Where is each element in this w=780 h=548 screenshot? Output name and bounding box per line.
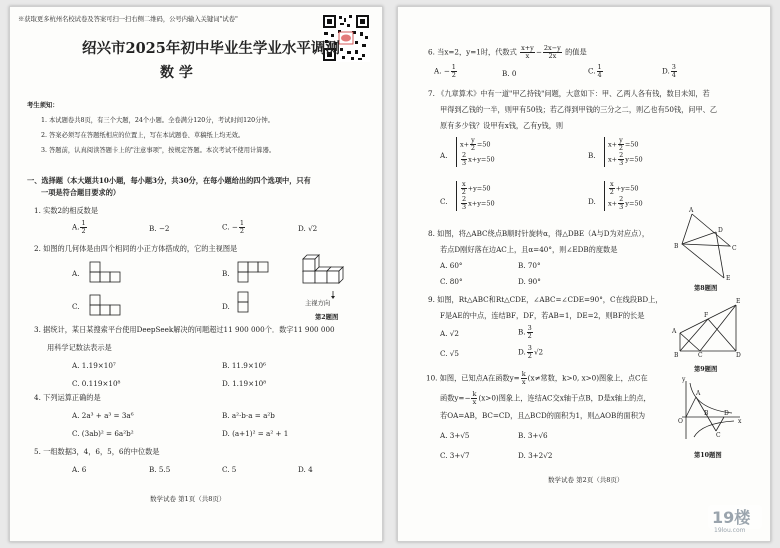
- q2-view-caption: 主视方向: [305, 300, 331, 307]
- site-watermark: [708, 503, 764, 537]
- q2-option-d-figure: [238, 292, 258, 314]
- section-heading-cont: 一项是符合题目要求的）: [41, 188, 121, 197]
- exam-page-2: [397, 6, 771, 542]
- header-note: ※获取更多杭州名校试卷及答案可扫一扫右侧二维码，公号内输入关键词"试卷": [18, 16, 238, 23]
- q6-option-d: D. $\frac{3}{4}$: [662, 63, 676, 79]
- q3-option-c: C. 0.119×10⁸: [72, 379, 121, 388]
- q2-option-a: A.: [72, 269, 80, 278]
- q8-option-d: D. 90°: [518, 277, 541, 286]
- q7-system-a: x+ $\frac{y}{2}$ =50 $\frac{2}{3}$ x+y=50: [456, 137, 495, 167]
- q7-system-c: $\frac{x}{2}$ +y=50 $\frac{2}{3}$ x+y=50: [456, 181, 495, 211]
- q9-option-c: C. √5: [440, 349, 459, 358]
- q8-figure: [674, 207, 740, 282]
- q8-option-b: B. 70°: [518, 261, 541, 270]
- svg-text:B: B: [674, 243, 679, 250]
- q2-option-b-figure: [238, 262, 278, 282]
- q9-figure: [674, 299, 742, 357]
- q4-option-c: C. (3ab)² = 6a²b²: [72, 429, 134, 438]
- q8-option-a: A. 60°: [440, 261, 463, 270]
- svg-text:A: A: [672, 328, 677, 335]
- q10-figure: [678, 376, 742, 441]
- q10-option-c: C. 3+√7: [440, 451, 470, 460]
- q10-option-d: D. 3+2√2: [518, 451, 553, 460]
- q8-figure-caption: 第8题图: [694, 285, 718, 292]
- q10-figure-caption: 第10题图: [694, 452, 722, 459]
- q4-option-d: D. (a+1)² = a² + 1: [222, 429, 289, 438]
- watermark-text: 19楼: [712, 508, 751, 527]
- q7-system-d: $\frac{x}{2}$ +y=50 x+ $\frac{2}{3}$ y=50: [604, 181, 643, 211]
- q5-option-b: B. 5.5: [149, 465, 171, 474]
- question-9-cont: F是AE的中点，连结BF，DF，若AB=1，DE=2，则BF的长是: [440, 311, 645, 320]
- question-5: 5. 一组数据3，4，6，5，6的中位数是: [34, 447, 160, 456]
- svg-text:C: C: [716, 432, 721, 439]
- page-footer: 数学试卷 第2页（共8页）: [548, 476, 624, 484]
- question-3: 3. 据统计，某日某搜索平台使用DeepSeek解决的问题超过11 900 000个．数字11 900 000: [34, 325, 335, 334]
- q2-option-d: D.: [222, 302, 230, 311]
- svg-text:D: D: [724, 410, 729, 417]
- q4-option-b: B. a²·b·a = a²b: [222, 411, 275, 420]
- q4-option-a: A. 2a³ + a³ = 3a⁶: [72, 411, 134, 420]
- svg-text:E: E: [726, 275, 731, 282]
- question-7-cont: 甲得到乙钱的一半，则甲有50钱；若乙得到甲钱的三分之二，则乙也有50钱，问甲、乙: [440, 105, 718, 114]
- svg-text:y: y: [682, 376, 686, 383]
- page-footer: 数学试卷 第1页（共8页）: [150, 495, 226, 503]
- q6-option-b: B. 0: [502, 69, 517, 78]
- svg-text:E: E: [736, 298, 741, 305]
- q9-option-d: D. $\frac{3}{2}$ √2: [518, 344, 544, 360]
- question-6: 6. 当x=2，y=1时，代数式 $\frac{x+y}{x}$ − $\frac{2x-y}{2x}$ 的值是: [428, 44, 587, 60]
- svg-text:x: x: [738, 418, 742, 425]
- watermark-subtext: 19lou.com: [714, 527, 746, 534]
- question-2: 2. 如图的几何体是由四个相同的小正方体搭成的，它的主视图是: [34, 244, 238, 253]
- q7-option-c: C.: [440, 197, 448, 206]
- q7-system-b: x+ $\frac{y}{2}$ =50 x+ $\frac{2}{3}$ y=50: [604, 137, 643, 167]
- q7-option-b: B.: [588, 151, 596, 160]
- question-9: 9. 如图，Rt△ABC和Rt△CDE，∠ABC=∠CDE=90°，C在线段BD上，: [428, 295, 663, 304]
- q2-option-c: C.: [72, 302, 80, 311]
- section-heading: 一、选择题（本大题共10小题，每小题3分，共30分，在每小题给出的四个选项中，只有: [27, 176, 311, 185]
- view-direction-arrow-icon: [328, 291, 338, 299]
- question-7-cont2: 原有多少钱？设甲有x钱，乙有y钱，则: [440, 121, 564, 130]
- q5-option-c: C. 5: [222, 465, 237, 474]
- notice-item: 1. 本试题卷共8页，有三个大题，24个小题。全卷满分120分，考试时间120分钟。: [41, 117, 274, 124]
- q1-option-c: C. − $\frac{1}{2}$: [222, 219, 244, 235]
- svg-text:F: F: [704, 312, 709, 319]
- q5-option-d: D. 4: [298, 465, 313, 474]
- notice-item: 3. 答题前，认真阅读答题卡上的"注意事项"，按规定答题。本次考试不使用计算器。: [41, 147, 276, 154]
- question-10-cont: 函数y=− $\frac{k}{x}$ (x>0)图象上，连结AC交x轴于点B，D是x轴上的点，: [440, 390, 651, 406]
- svg-text:A: A: [696, 390, 701, 397]
- q10-option-a: A. 3+√5: [440, 431, 470, 440]
- notice-item: 2. 答案必须写在答题纸相应的位置上，写在本试题卷、草稿纸上均无效。: [41, 132, 245, 139]
- svg-text:C: C: [698, 352, 703, 359]
- watermark-logo-icon: [708, 503, 764, 533]
- q6-option-a: A. − $\frac{1}{2}$: [434, 63, 456, 79]
- question-10-cont2: 若OA=AB，BC=CD，且△BCD的面积为1，则△AOB的面积为: [440, 411, 646, 420]
- q2-option-c-figure: [90, 295, 130, 315]
- q9-figure-caption: 第9题图: [694, 366, 718, 373]
- svg-text:D: D: [718, 227, 723, 234]
- svg-text:O: O: [678, 418, 683, 425]
- q2-option-b: B.: [222, 269, 230, 278]
- exam-title: 绍兴市2025年初中毕业生学业水平调测: [82, 40, 340, 57]
- question-10: 10. 如图，已知点A在函数y= $\frac{k}{x}$ (x≠常数，k>0, x>0)图象上，点C在: [426, 370, 648, 386]
- svg-text:A: A: [689, 207, 694, 214]
- q2-option-a-figure: [90, 262, 130, 282]
- q1-option-d: D. √2: [298, 224, 318, 233]
- question-3-cont: 用科学记数法表示是: [47, 343, 112, 352]
- exam-page-1: [9, 6, 383, 542]
- svg-text:C: C: [732, 245, 737, 252]
- q7-option-d: D.: [588, 197, 596, 206]
- question-4: 4. 下列运算正确的是: [34, 393, 101, 402]
- exam-subject: 数 学: [160, 65, 193, 81]
- svg-text:B: B: [674, 352, 679, 359]
- q3-option-d: D. 1.19×10⁸: [222, 379, 267, 388]
- q5-option-a: A. 6: [72, 465, 87, 474]
- question-8-cont: 若点D刚好落在边AC上，且α=40°，则∠EDB的度数是: [440, 245, 618, 254]
- q3-option-b: B. 11.9×10⁶: [222, 361, 266, 370]
- q3-option-a: A. 1.19×10⁷: [72, 361, 116, 370]
- question-8: 8. 如图，将△ABC绕点B顺时针旋转α，得△DBE（A与D为对应点），: [428, 229, 650, 238]
- svg-text:B: B: [704, 410, 709, 417]
- q9-option-a: A. √2: [440, 329, 459, 338]
- q2-figure-caption: 第2题图: [315, 314, 339, 321]
- q1-option-a: A. $\frac{1}{2}$: [72, 219, 86, 235]
- notice-title: 考生须知：: [27, 102, 59, 109]
- q7-option-a: A.: [440, 151, 448, 160]
- q8-option-c: C. 80°: [440, 277, 463, 286]
- q2-solid-figure: [301, 255, 347, 293]
- q10-option-b: B. 3+√6: [518, 431, 548, 440]
- q6-option-c: C. $\frac{1}{4}$: [588, 63, 602, 79]
- svg-text:D: D: [736, 352, 741, 359]
- q1-option-b: B. −2: [149, 224, 170, 233]
- question-1: 1. 实数2的相反数是: [34, 206, 99, 215]
- q9-option-b: B. $\frac{3}{2}$: [518, 324, 532, 340]
- question-7: 7. 《九章算术》中有一道"甲乙持钱"问题，大意如下：甲、乙两人各有钱，数目未知，若: [428, 89, 710, 98]
